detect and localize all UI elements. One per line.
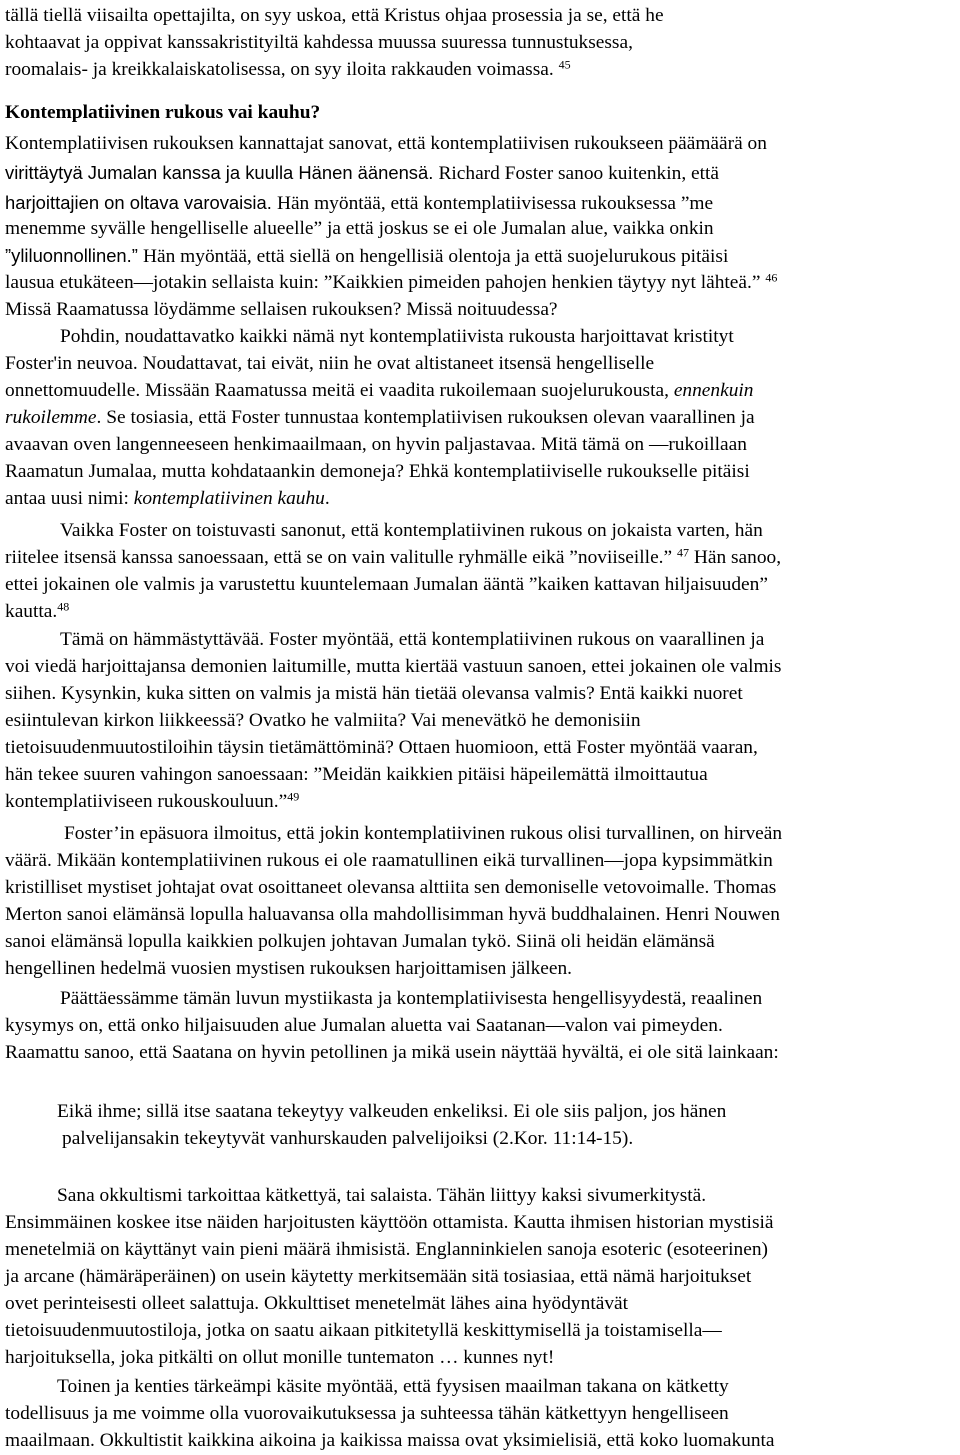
text-line [5, 377, 754, 404]
text-segment: Richard Foster sanoo kuitenkin, että [438, 163, 720, 184]
text-segment: Raamatun Jumalaa, mutta kohdataankin demoneja? Ehkä kontemplatiiviselle rukoukselle pitäisi [5, 461, 750, 482]
text-line [60, 517, 763, 544]
emphasis-text: kontemplatiivinen kauhu [133, 488, 325, 509]
text-segment: Pohdin, noudattavatko kaikki nämä nyt kontemplatiivista rukousta harjoittavat kristityt [60, 326, 734, 347]
footnote-marker: 45 [558, 57, 571, 72]
text-segment: ettei jokainen ole valmis ja varustettu kuuntelemaan Jumalan ääntä ”kaiken kattavan hiljaisuuden” [5, 574, 768, 595]
text-segment: sanoi elämänsä lopulla kaikkien polkujen johtavan Jumalan tykö. Siinä oli heidän elämänsä [5, 931, 715, 952]
text-line [64, 820, 782, 847]
text-line [5, 431, 747, 458]
text-line [5, 404, 755, 431]
text-segment: Päättäessämme tämän luvun mystiikasta ja kontemplatiivisesta hengellisyydestä, reaalinen [60, 988, 763, 1009]
text-line [5, 1236, 768, 1263]
text-segment: Ensimmäinen koskee itse näiden harjoitusten käyttöön ottamista. Kautta ihmisen historian mystisiä [5, 1212, 774, 1233]
text-line [5, 56, 571, 83]
text-segment: harjoituksella, joka pitkälti on ollut monille tuntematon … kunnes nyt! [5, 1347, 555, 1368]
text-segment: kysymys on, että onko hiljaisuuden alue Jumalan aluetta vai Saatanan—valon vai pimeyden. [5, 1015, 723, 1036]
text-segment: lausua etukäteen—jotakin sellaista kuin: ”Kaikkien pimeiden pahojen henkien täytyy nyt lähteä.” [5, 272, 766, 293]
text-line [5, 130, 767, 157]
footnote-marker: 46 [765, 270, 778, 285]
text-segment: ja arcane (hämäräperäinen) on usein käytetty merkitsemään sitä tosiasiaa, että nämä harjoitukset [5, 1266, 752, 1287]
text-segment: hän tekee suuren vahingon sanoessaan: ”Meidän kaikkien pitäisi häpeilemättä ilmoittautua [5, 764, 708, 785]
text-line [5, 350, 654, 377]
text-line [5, 707, 641, 734]
text-segment: onnettomuudelle. Missään Raamatussa meitä ei vaadita rukoilemaan suojelurukousta, [5, 380, 674, 401]
text-segment: Sana okkultismi tarkoittaa kätkettyä, tai salaista. Tähän liittyy kaksi sivumerkitystä. [57, 1185, 707, 1206]
text-segment: voi viedä harjoittajansa demonien laitumille, mutta kiertää vastuun sanoen, ettei jokainen ole valmis [5, 656, 782, 677]
emphasis-text: ennenkuin [673, 380, 754, 401]
text-line [5, 269, 777, 296]
text-segment: tietoisuudenmuutostiloja, jotka on saatu aikaan pitkitetyllä keskittymisellä ja toistamisella— [5, 1320, 722, 1341]
text-segment: kohtaavat ja oppivat kanssakristityiltä kahdessa muussa suuressa tunnustuksessa, [5, 32, 633, 53]
text-line [5, 1209, 774, 1236]
text-line [5, 598, 69, 625]
text-line [57, 1373, 729, 1400]
footnote-marker: 49 [287, 789, 300, 804]
text-segment: Kontemplatiivisen rukouksen kannattajat sanovat, että kontemplatiivisen rukoukseen päämäärä on [5, 133, 767, 154]
text-segment: Foster'in neuvoa. Noudattavat, tai eivät, niin he ovat altistaneet itsensä hengelliselle [5, 353, 655, 374]
text-segment: menemme syvälle hengelliselle alueelle” ja että joskus se ei ole Jumalan alue, vaikka onkin [5, 218, 714, 239]
text-line [5, 485, 330, 512]
text-line [5, 680, 743, 707]
footnote-marker: 48 [57, 599, 70, 614]
text-line [5, 1400, 729, 1427]
text-line [5, 1263, 751, 1290]
text-line [5, 1012, 723, 1039]
text-line [5, 847, 773, 874]
text-segment: ovet perinteisesti olleet salattuja. Okkulttiset menetelmät lähes aina hyödyntävät [5, 1293, 629, 1314]
text-segment: ”yliluonnollinen.” [5, 245, 144, 266]
text-segment: Kontemplatiivinen rukous vai kauhu? [5, 102, 321, 123]
text-segment: Vaikka Foster on toistuvasti sanonut, että kontemplatiivinen rukous on jokaista varten, hän [60, 520, 763, 541]
text-segment: riitelee itsensä kanssa sanoessaan, että se on vain valitulle ryhmälle eikä ”noviiseille.” [5, 547, 677, 568]
text-segment: todellisuus ja me voimme olla vuorovaikutuksessa ja suhteessa tähän kätkettyyn hengelliseen [5, 1403, 729, 1424]
text-line [5, 1039, 779, 1066]
text-segment: virittäytyä Jumalan kanssa ja kuulla Hänen äänensä. [5, 162, 439, 183]
text-segment: Toinen ja kenties tärkeämpi käsite myöntää, että fyysisen maailman takana on kätketty [57, 1376, 729, 1397]
text-segment: tietoisuudenmuutostiloihin täysin tietämättöminä? Ottaen huomioon, että Foster myöntää vaaran, [5, 737, 758, 758]
text-segment: Eikä ihme; sillä itse saatana tekeytyy valkeuden enkeliksi. Ei ole siis paljon, jos hänen [57, 1101, 727, 1122]
text-line [5, 544, 781, 571]
text-line [5, 653, 781, 680]
text-line [5, 159, 719, 187]
text-line [5, 955, 572, 982]
text-segment: maailmaan. Okkultistit kaikkina aikoina ja kaikissa maissa ovat yksimielisiä, että koko luomakunta [5, 1430, 775, 1451]
text-segment: Tämä on hämmästyttävää. Foster myöntää, että kontemplatiivinen rukous on vaarallinen ja [60, 629, 765, 650]
text-line [5, 189, 713, 217]
text-line [5, 734, 758, 761]
text-line [5, 242, 728, 270]
text-line [5, 761, 708, 788]
text-line [5, 901, 780, 928]
text-line [60, 323, 734, 350]
text-segment: kontemplatiiviseen rukouskouluun.” [5, 791, 288, 812]
text-segment: avaavan oven langenneeseen henkimaailmaan, on hyvin paljastavaa. Mitä tämä on —rukoillaan [5, 434, 747, 455]
text-segment: roomalais- ja kreikkalaiskatolisessa, on syy iloita rakkauden voimassa. [5, 59, 559, 80]
text-segment: Hän myöntää, että kontemplatiivisessa rukouksessa ”me [276, 193, 714, 214]
text-segment: palvelijansakin tekeytyvät vanhurskauden palvelijoiksi (2.Kor. 11:14-15). [62, 1128, 634, 1149]
text-line [5, 2, 664, 29]
text-line [60, 985, 762, 1012]
text-segment: siihen. Kysynkin, kuka sitten on valmis ja mistä hän tietää olevansa valmis? Entä kaikki nuoret [5, 683, 743, 704]
text-line [5, 29, 633, 56]
text-segment: kautta. [5, 601, 58, 622]
text-line [5, 571, 768, 598]
text-segment: . [324, 488, 330, 509]
text-line [5, 788, 299, 815]
text-segment: menetelmiä on käyttänyt vain pieni määrä ihmisistä. Englanninkielen sanoja esoteric (esoteerinen) [5, 1239, 768, 1260]
text-segment: esiintulevan kirkon liikkeessä? Ovatko he valmiita? Vai menevätkö he demonisiin [5, 710, 641, 731]
text-line [62, 1125, 633, 1152]
text-segment: . Se tosiasia, että Foster tunnustaa kontemplatiivisen rukouksen olevan vaarallinen ja [96, 407, 755, 428]
text-line [5, 1290, 628, 1317]
text-line [5, 1344, 554, 1371]
emphasis-text: rukoilemme [5, 407, 97, 428]
text-line [5, 215, 714, 242]
text-line [5, 928, 715, 955]
text-segment: Hän myöntää, että siellä on hengellisiä olentoja ja että suojelurukous pitäisi [143, 246, 729, 267]
text-line [60, 626, 764, 653]
text-line [5, 296, 558, 323]
text-line [57, 1182, 706, 1209]
text-segment: Raamattu sanoo, että Saatana on hyvin petollinen ja mikä usein näyttää hyvältä, ei ole sitä lainkaan: [5, 1042, 779, 1063]
text-segment: tällä tiellä viisailta opettajilta, on syy uskoa, että Kristus ohjaa prosessia ja se, että he [5, 5, 664, 26]
text-segment: Missä Raamatussa löydämme sellaisen rukouksen? Missä noituudessa? [5, 299, 558, 320]
text-line [5, 1317, 722, 1344]
text-segment: Merton sanoi elämänsä lopulla haluavansa olla mahdollisimman hyvä buddhalainen. Henri Nouwen [5, 904, 780, 925]
text-segment: Hän sanoo, [689, 547, 782, 568]
section-heading [5, 99, 320, 126]
text-segment: antaa uusi nimi: [5, 488, 134, 509]
text-line [5, 874, 776, 901]
text-line [5, 458, 750, 485]
text-segment: väärä. Mikään kontemplatiivinen rukous ei ole raamatullinen eikä turvallinen—jopa kypsimmätkin [5, 850, 773, 871]
text-segment: harjoittajien on oltava varovaisia. [5, 192, 277, 213]
text-line [57, 1098, 726, 1125]
text-line [5, 1427, 775, 1454]
footnote-marker: 47 [676, 545, 689, 560]
text-segment: hengellinen hedelmä vuosien mystisen rukouksen harjoittamisen jälkeen. [5, 958, 573, 979]
text-segment: kristilliset mystiset johtajat ovat osoittaneet olevansa alttiita sen demoniselle vetovoimalle. Thomas [5, 877, 777, 898]
text-segment: Foster’in epäsuora ilmoitus, että jokin kontemplatiivinen rukous olisi turvallinen, on hirveän [64, 823, 783, 844]
